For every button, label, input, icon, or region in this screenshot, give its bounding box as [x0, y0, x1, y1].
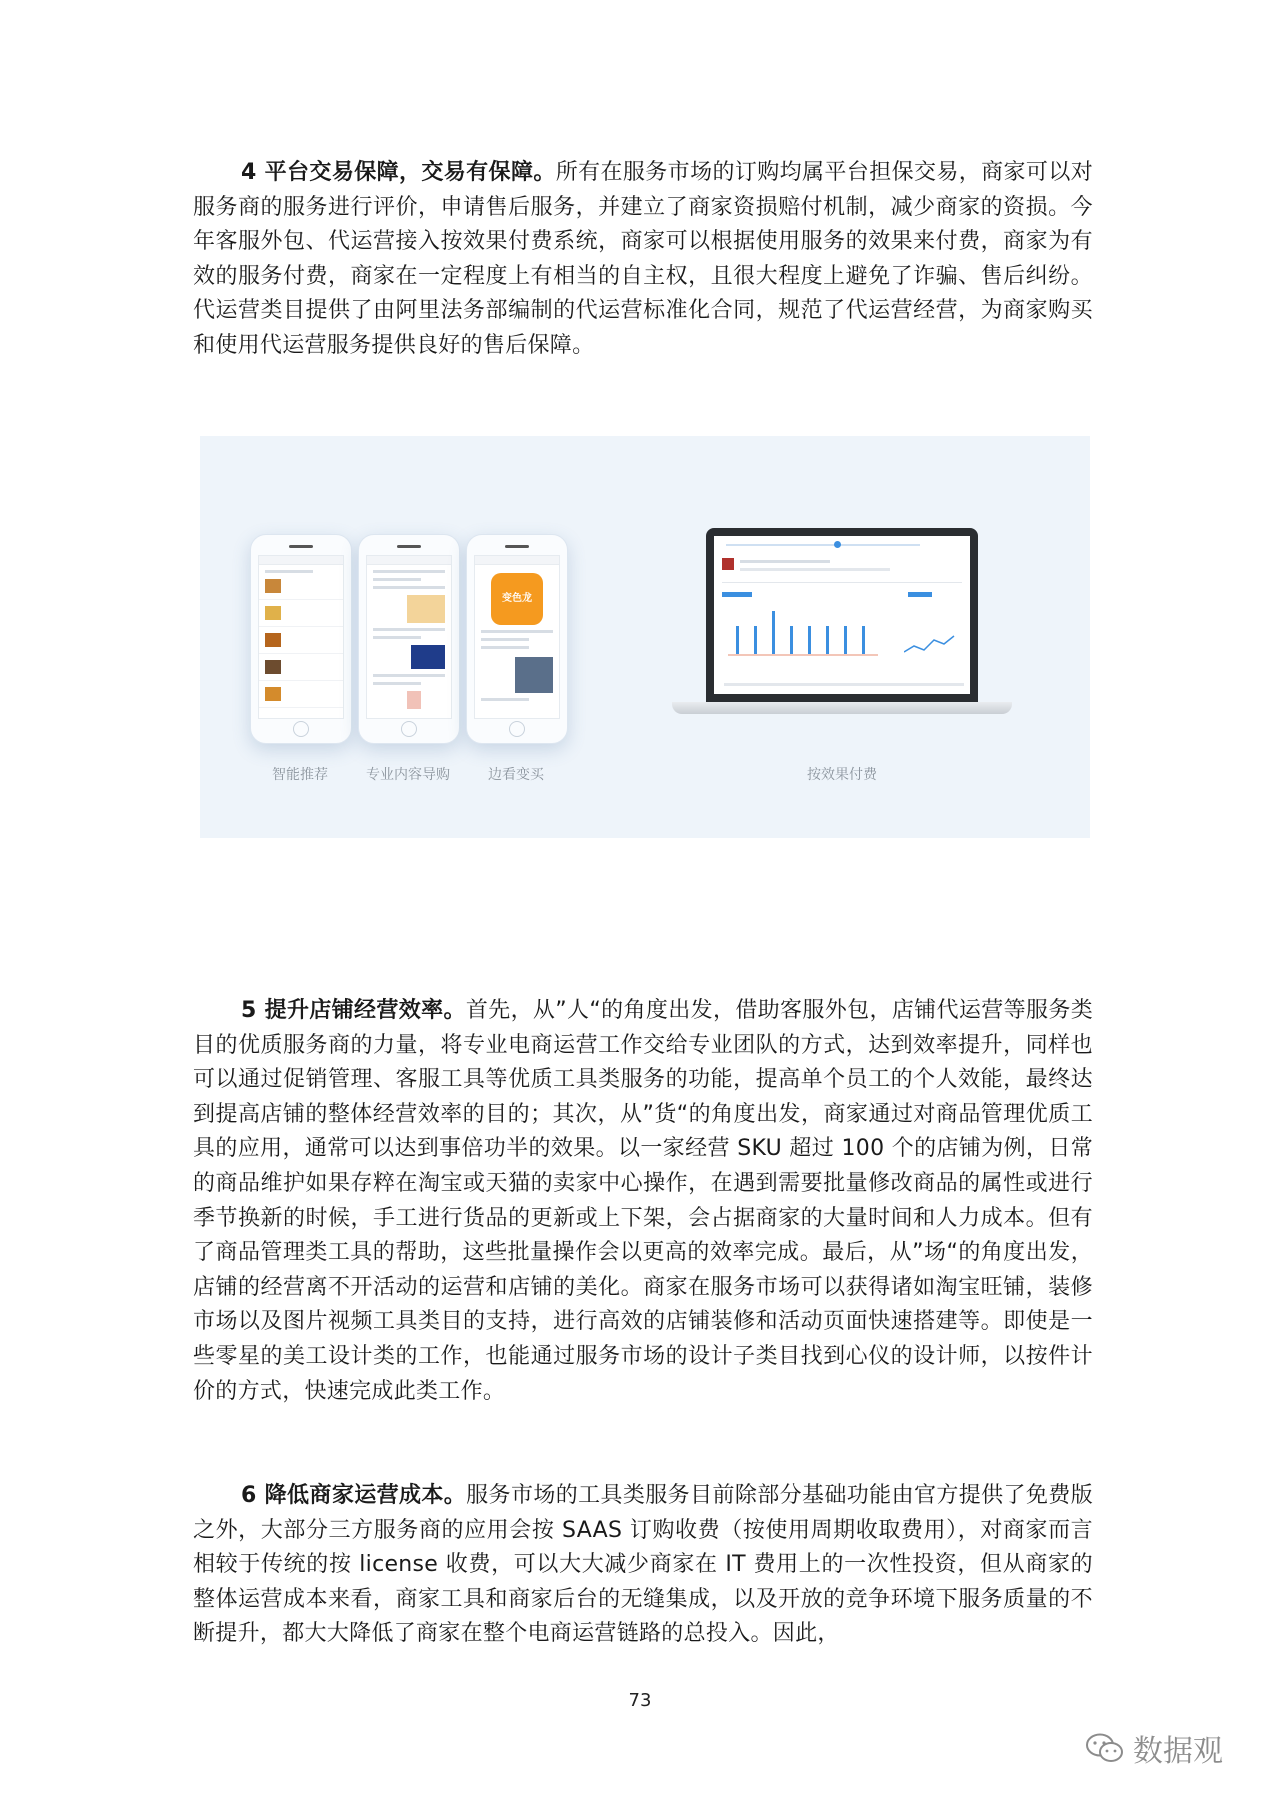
watermark	[1085, 1730, 1223, 1769]
figure-label-performance: 按效果付费	[807, 767, 877, 783]
figure-label-content: 专业内容导购	[366, 767, 450, 783]
figure-label-live: 边看变买	[488, 767, 544, 783]
page-number: 73	[628, 1690, 652, 1711]
paragraph-platform-guarantee	[193, 156, 1093, 364]
trend-line	[904, 624, 960, 660]
paragraph-heading: 6 降低商家运营成本。	[241, 1483, 467, 1508]
phone-mockup-content	[358, 534, 460, 744]
dashboard-bar	[754, 626, 757, 654]
watermark-text: 数据观	[1133, 1734, 1223, 1769]
paragraph-body: 所有在服务市场的订购均属平台担保交易，商家可以对服务商的服务进行评价，申请售后服务，并建立了商家资损赔付机制，减少商家的资损。今年客服外包、代运营接入按效果付费系统，商家可以根据使用服务的效果来付费，商家为有效的服务付费，商家在一定程度上有相当的自主权，且很大程度上避免了诈骗、售后纠纷。代运营类目提供了由阿里法务部编制的代运营标准化合同，规范了代运营经营，为商家购买和使用代运营服务提供良好的售后保障。	[193, 160, 1094, 358]
paragraph-cost-reduction	[193, 1479, 1093, 1652]
figure-label-recommend: 智能推荐	[272, 767, 328, 783]
phone-mockup-recommend	[250, 534, 352, 744]
phone-mockup-live	[466, 534, 568, 744]
laptop-base	[672, 702, 1012, 714]
dashboard-bar	[844, 626, 847, 654]
service-market-figure	[200, 436, 1090, 838]
dashboard-bar	[736, 626, 739, 654]
paragraph-heading: 5 提升店铺经营效率。	[241, 998, 466, 1023]
paragraph-body: 服务市场的工具类服务目前除部分基础功能由官方提供了免费版之外，大部分三方服务商的应用会按 SAAS 订购收费（按使用周期收取费用），对商家而言相较于传统的按 license 收费，可以大大减少商家在 IT 费用上的一次性投资，但从商家的整体运营成本来看，商家工具和商家后台的无缝集成，以及开放的竞争环境下服务质量的不断提升，都大大降低了商家在整个电商运营链路的总投入。因此，	[193, 1483, 1093, 1647]
dashboard-bar	[862, 626, 865, 654]
dashboard-bar	[808, 626, 811, 654]
wechat-icon	[1085, 1732, 1125, 1764]
app-tile: 变色龙	[491, 573, 543, 625]
dashboard-bar	[790, 626, 793, 654]
dashboard-bar	[772, 611, 775, 654]
paragraph-efficiency	[193, 994, 1093, 1409]
paragraph-heading: 4 平台交易保障，交易有保障。	[241, 160, 556, 185]
dashboard-screen	[714, 536, 970, 694]
paragraph-body: 首先，从”人“的角度出发，借助客服外包，店铺代运营等服务类目的优质服务商的力量，将专业电商运营工作交给专业团队的方式，达到效率提升，同样也可以通过促销管理、客服工具等优质工具类服务的功能，提高单个员工的个人效能，最终达到提高店铺的整体经营效率的目的；其次，从”货“的角度出发，商家通过对商品管理优质工具的应用，通常可以达到事倍功半的效果。以一家经营 SKU 超过 100 个的店铺为例，日常的商品维护如果存粹在淘宝或天猫的卖家中心操作，在遇到需要批量修改商品的属性或进行季节换新的时候，手工进行货品的更新或上下架，会占据商家的大量时间和人力成本。但有了商品管理类工具的帮助，这些批量操作会以更高的效率完成。最后，从”场“的角度出发，店铺的经营离不开活动的运营和店铺的美化。商家在服务市场可以获得诸如淘宝旺铺，装修市场以及图片视频工具类目的支持，进行高效的店铺装修和活动页面快速搭建等。即使是一些零星的美工设计类的工作，也能通过服务市场的设计子类目找到心仪的设计师，以按件计价的方式，快速完成此类工作。	[193, 998, 1093, 1404]
laptop-mockup	[706, 528, 978, 702]
dashboard-bar	[826, 626, 829, 654]
